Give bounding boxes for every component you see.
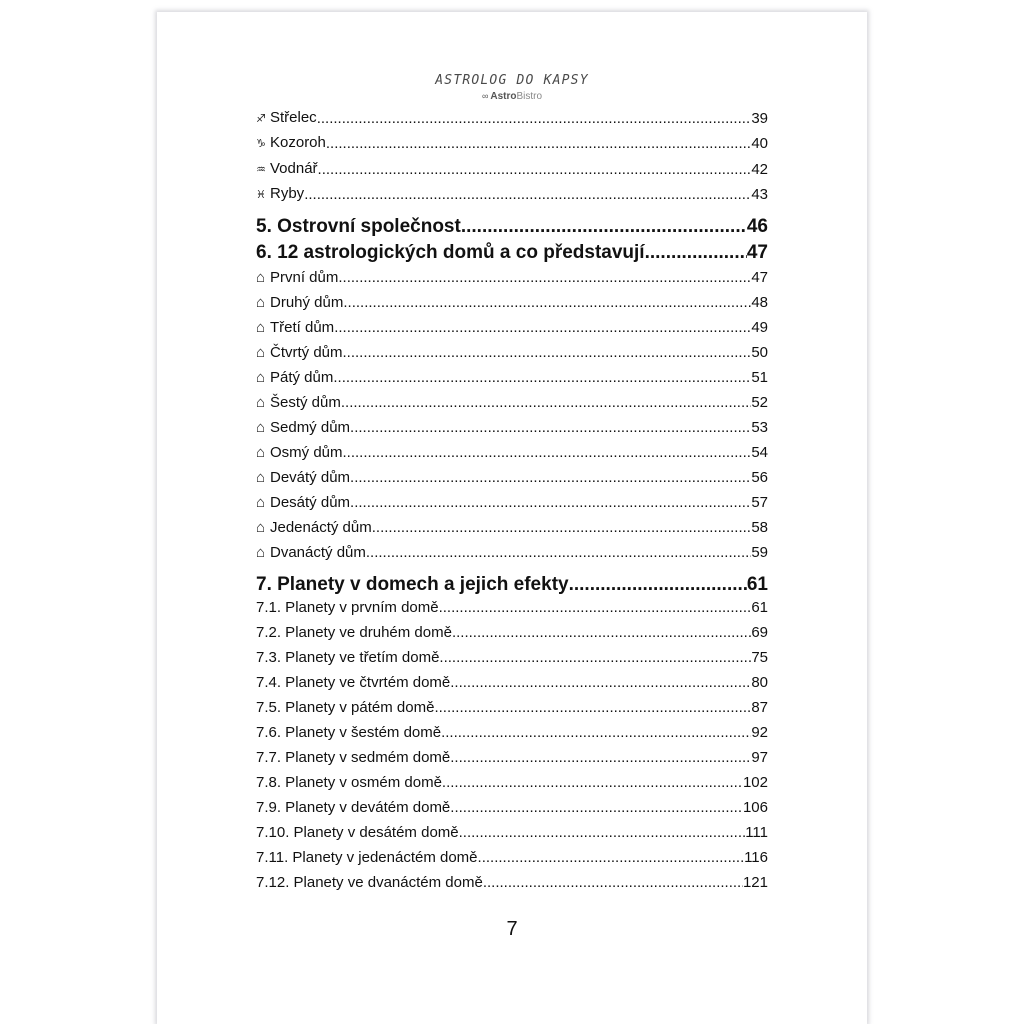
- toc-entry-label: [256, 673, 450, 693]
- toc-entry-text: Třetí dům: [270, 319, 335, 336]
- dot-leader: [645, 241, 747, 265]
- house-icon: ⌂: [256, 394, 266, 411]
- dot-leader: [334, 318, 751, 338]
- toc-entry-label: [256, 623, 452, 643]
- dot-leader: [343, 293, 751, 313]
- toc-entry-label: [256, 159, 318, 180]
- dot-leader: [442, 773, 743, 793]
- toc-entry-label: [256, 873, 483, 893]
- toc-entry-label: [256, 108, 317, 129]
- toc-page-number: 48: [751, 294, 768, 311]
- toc-page-number: 39: [751, 110, 768, 127]
- toc-page-number: 87: [751, 699, 768, 716]
- toc-page-number: 75: [751, 649, 768, 666]
- toc-page-number: 42: [751, 161, 768, 178]
- dot-leader: [343, 443, 752, 463]
- dot-leader: [326, 134, 751, 154]
- toc-entry-label: [256, 698, 434, 718]
- toc-page-number: 116: [744, 849, 768, 866]
- toc-entry: [256, 366, 768, 388]
- toc-entry-label: [256, 268, 338, 288]
- book-title: ASTROLOG DO KAPSY: [435, 73, 589, 88]
- dot-leader: [569, 573, 747, 597]
- aquarius-icon: ♒: [256, 164, 266, 176]
- toc-entry-label: [256, 215, 461, 239]
- toc-entry-label: [256, 848, 478, 868]
- dot-leader: [478, 848, 745, 868]
- dot-leader: [439, 598, 752, 618]
- dot-leader: [459, 823, 746, 843]
- house-icon: ⌂: [256, 544, 266, 561]
- toc-entry-label: [256, 773, 442, 793]
- toc-page-number: 50: [751, 344, 768, 361]
- dot-leader: [434, 698, 751, 718]
- toc-page-number: 59: [751, 544, 768, 561]
- toc-entry-text: 6. 12 astrologických domů a co představují: [256, 242, 645, 263]
- toc-entry-text: 7. Planety v domech a jejich efekty: [256, 574, 569, 595]
- toc-entry-text: Střelec: [270, 109, 317, 126]
- dot-leader: [333, 368, 751, 388]
- toc-entry: [256, 796, 768, 818]
- brand-logo: [157, 90, 867, 103]
- toc-entry-label: [256, 573, 569, 597]
- toc-entry-label: [256, 823, 459, 843]
- toc-page-number: 69: [751, 624, 768, 641]
- brand-name-bold: Astro: [490, 91, 517, 102]
- toc-entry-label: [256, 293, 343, 313]
- toc-entry-text: Kozoroh: [270, 134, 326, 151]
- capricorn-icon: ♑: [256, 138, 266, 150]
- toc-entry-text: 7.9. Planety v devátém domě: [256, 799, 451, 816]
- toc-entry-text: 7.4. Planety ve čtvrtém domě: [256, 674, 451, 691]
- dot-leader: [439, 648, 751, 668]
- toc-entry: [256, 871, 768, 893]
- toc-entry-label: [256, 368, 333, 388]
- sagittarius-icon: ♐: [256, 113, 266, 125]
- toc-entry-text: 7.7. Planety v sedmém domě: [256, 749, 451, 766]
- dot-leader: [304, 185, 751, 205]
- toc-entry-text: Druhý dům: [270, 294, 344, 311]
- dot-leader: [350, 493, 751, 513]
- toc-entry: [256, 132, 768, 154]
- toc-page-number: 121: [742, 874, 768, 891]
- dot-leader: [366, 543, 751, 563]
- infinity-icon: ∞: [481, 91, 489, 101]
- dot-leader: [372, 518, 752, 538]
- toc-entry-text: 7.1. Planety v prvním domě: [256, 599, 439, 616]
- dot-leader: [338, 268, 751, 288]
- house-icon: ⌂: [256, 469, 266, 486]
- house-icon: ⌂: [256, 494, 266, 511]
- toc-page-number: 54: [751, 444, 768, 461]
- toc-entry-label: [256, 543, 366, 563]
- toc-entry-label: [256, 598, 439, 618]
- dot-leader: [317, 109, 752, 129]
- toc-entry: [256, 821, 768, 843]
- toc-entry-label: [256, 443, 343, 463]
- dot-leader: [452, 623, 751, 643]
- toc-page-number: 58: [751, 519, 768, 536]
- toc-entry: [256, 183, 768, 205]
- toc-entry-label: [256, 493, 350, 513]
- toc-page-number: 47: [751, 269, 768, 286]
- toc-entry-text: 7.12. Planety ve dvanáctém domě: [256, 874, 483, 891]
- dot-leader: [350, 468, 751, 488]
- toc-entry: [256, 491, 768, 513]
- toc-entry-label: [256, 241, 645, 265]
- toc-entry: [256, 671, 768, 693]
- dot-leader: [343, 343, 752, 363]
- toc-entry: [256, 721, 768, 743]
- toc-entry-label: [256, 748, 450, 768]
- house-icon: ⌂: [256, 444, 266, 461]
- toc-entry-label: [256, 343, 343, 363]
- toc-entry-text: Vodnář: [270, 160, 318, 177]
- toc-page-number: 52: [751, 394, 768, 411]
- toc-entry: [256, 771, 768, 793]
- toc-entry-label: [256, 133, 326, 154]
- toc-entry-text: První dům: [270, 269, 339, 286]
- toc-entry-text: 7.6. Planety v šestém domě: [256, 724, 442, 741]
- running-header: [157, 72, 867, 103]
- toc-entry: [256, 291, 768, 313]
- dot-leader: [318, 160, 752, 180]
- toc-entry-text: Sedmý dům: [270, 419, 351, 436]
- toc-entry: [256, 846, 768, 868]
- toc-page-number: 61: [751, 599, 768, 616]
- toc-page-number: 47: [746, 242, 768, 263]
- toc-page-number: 57: [751, 494, 768, 511]
- toc-entry: [256, 621, 768, 643]
- toc-entry: [256, 316, 768, 338]
- toc-entry: [256, 416, 768, 438]
- toc-entry-text: 5. Ostrovní společnost: [256, 216, 461, 237]
- toc-entry: [256, 266, 768, 288]
- house-icon: ⌂: [256, 344, 266, 361]
- toc-chapter-entry: [256, 213, 768, 239]
- house-icon: ⌂: [256, 319, 266, 336]
- toc-entry-label: [256, 798, 450, 818]
- pisces-icon: ♓: [256, 189, 266, 201]
- toc-page-number: 92: [751, 724, 768, 741]
- toc-entry-text: 7.8. Planety v osmém domě: [256, 774, 442, 791]
- dot-leader: [461, 215, 747, 239]
- toc-page-number: 102: [742, 774, 768, 791]
- house-icon: ⌂: [256, 419, 266, 436]
- page-number: 7: [506, 918, 518, 940]
- house-icon: ⌂: [256, 519, 266, 536]
- toc-page-number: 49: [751, 319, 768, 336]
- toc-page-number: 111: [745, 824, 768, 841]
- toc-entry-label: [256, 418, 350, 438]
- toc-entry-label: [256, 518, 372, 538]
- toc-entry-text: Jedenáctý dům: [270, 519, 372, 536]
- toc-entry-text: Devátý dům: [270, 469, 351, 486]
- toc-chapter-entry: [256, 239, 768, 265]
- toc-entry-label: [256, 318, 334, 338]
- toc-page-number: 53: [751, 419, 768, 436]
- toc-entry-text: Pátý dům: [270, 369, 334, 386]
- toc-chapter-entry: [256, 571, 768, 597]
- toc-entry: [256, 441, 768, 463]
- toc-entry-text: Osmý dům: [270, 444, 343, 461]
- toc-entry: [256, 541, 768, 563]
- toc-entry-text: 7.11. Planety v jedenáctém domě: [256, 849, 478, 866]
- toc-entry: [256, 107, 768, 129]
- toc-entry: [256, 391, 768, 413]
- toc-entry-text: Desátý dům: [270, 494, 351, 511]
- toc-entry-text: Ryby: [270, 185, 305, 202]
- toc-entry: [256, 341, 768, 363]
- toc-page-number: 43: [751, 186, 768, 203]
- toc-entry-text: 7.10. Planety v desátém domě: [256, 824, 459, 841]
- toc-entry-text: Šestý dům: [270, 394, 341, 411]
- dot-leader: [483, 873, 743, 893]
- toc-page-number: 80: [751, 674, 768, 691]
- toc-entry-label: [256, 393, 341, 413]
- toc-page-number: 51: [751, 369, 768, 386]
- brand-name-light: Bistro: [516, 91, 543, 102]
- toc-entry-text: 7.3. Planety ve třetím domě: [256, 649, 440, 666]
- toc-entry-text: Dvanáctý dům: [270, 544, 366, 561]
- toc-page-number: 46: [746, 216, 768, 237]
- toc-entry: [256, 646, 768, 668]
- toc-entry-label: [256, 723, 441, 743]
- toc-entry-label: [256, 468, 350, 488]
- toc-entry-text: 7.2. Planety ve druhém domě: [256, 624, 452, 641]
- toc-entry: [256, 158, 768, 180]
- toc-page-number: 106: [742, 799, 768, 816]
- toc-entry: [256, 466, 768, 488]
- toc-entry-label: [256, 184, 304, 205]
- dot-leader: [450, 673, 751, 693]
- toc-page-number: 56: [751, 469, 768, 486]
- toc-entry: [256, 696, 768, 718]
- toc-entry-text: Čtvrtý dům: [270, 344, 343, 361]
- toc-entry: [256, 516, 768, 538]
- dot-leader: [450, 798, 743, 818]
- dot-leader: [441, 723, 751, 743]
- dot-leader: [350, 418, 751, 438]
- toc-entry: [256, 596, 768, 618]
- toc-entry-label: [256, 648, 439, 668]
- house-icon: ⌂: [256, 369, 266, 386]
- dot-leader: [341, 393, 751, 413]
- toc-page-number: 61: [746, 574, 768, 595]
- house-icon: ⌂: [256, 294, 266, 311]
- toc-page-number: 97: [751, 749, 768, 766]
- toc-page-number: 40: [751, 135, 768, 152]
- dot-leader: [450, 748, 751, 768]
- house-icon: ⌂: [256, 269, 266, 286]
- toc-entry: [256, 746, 768, 768]
- toc-entry-text: 7.5. Planety v pátém domě: [256, 699, 435, 716]
